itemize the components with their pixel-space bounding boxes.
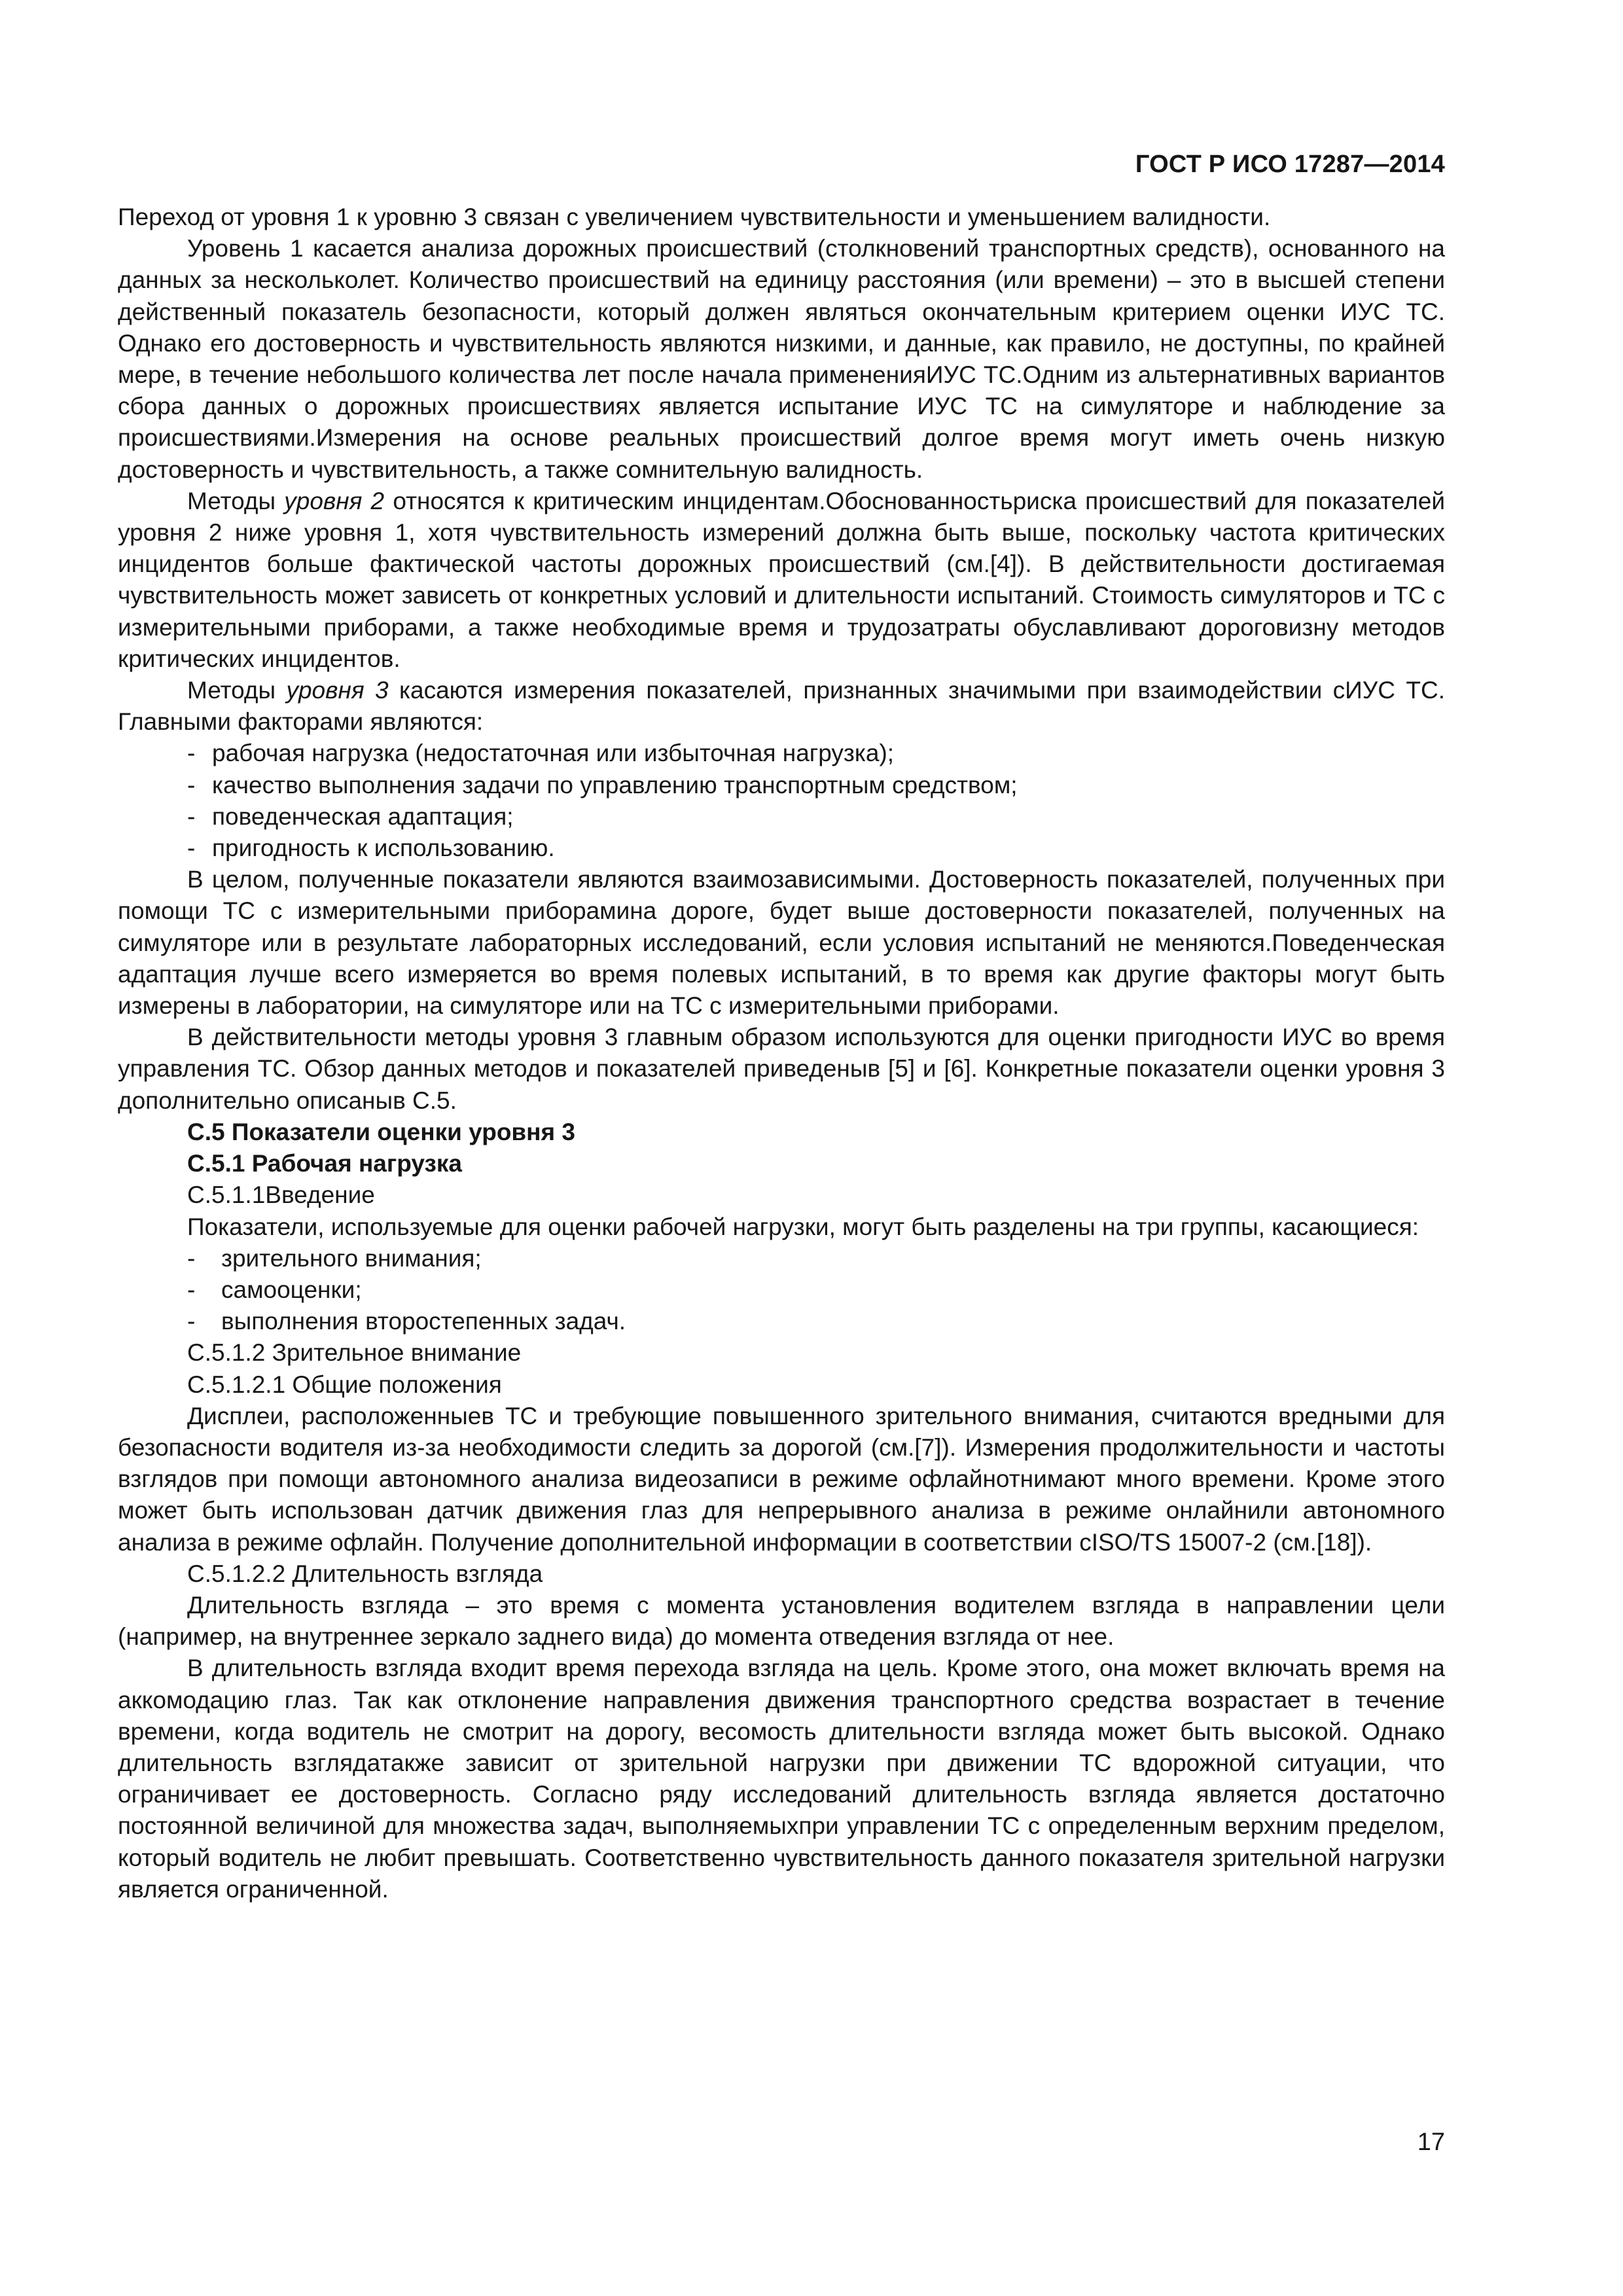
list-item-text: качество выполнения задачи по управлению транспортным средством; [212,771,1018,798]
emphasis-text: уровня 3 [286,677,389,704]
paragraph [118,486,1445,675]
section-heading: С.5.1 Рабочая нагрузка [187,1150,462,1177]
paragraph: Уровень 1 касается анализа дорожных происшествий (столкновений транспортных средств), основанного на данных за нескольколет. Количество происшествий на единицу расстояния (или времени) – это в высшей степени действенный показатель безопасности, который должен являться окончательным критерием оценки ИУС ТС. Однако его достоверность и чувствительность являются низкими, и данные, как правило, не доступны, по крайней мере, в течение небольшого количества лет после начала примененияИУС ТС.Одним из альтернативных вариантов сбора данных о дорожных происшествиях является испытание ИУС ТС на симуляторе и наблюдение за происшествиями.Измерения на основе реальных происшествий долгое время могут иметь очень низкую достоверность и чувствительность, а также сомнительную валидность. [118,235,1445,483]
list-dash: - [187,1308,196,1335]
list-item-text: зрительного внимания; [221,1244,482,1272]
list-dash: - [187,834,196,862]
document-body [118,202,1445,1905]
paragraph [118,675,1445,738]
list-item [118,1274,1445,1306]
document-header: ГОСТ Р ИСО 17287—2014 [1135,151,1445,178]
paragraph: В длительность взгляда входит время перехода взгляда на цель. Кроме этого, она может включать время на аккомодацию глаз. Так как отклонение направления движения транспортного средства возрастает в течение времени, когда водитель не смотрит на дорогу, весомость длительности взгляда может быть высокой. Однако длительность взглядатакже зависит от зрительной нагрузки при движении ТС вдорожной ситуации, что ограничивает ее достоверность. Согласно ряду исследований длительность взгляда является достаточно постоянной величиной для множества задач, выполняемыхпри управлении ТС с определенным верхним пределом, который водитель не любит превышать. Соответственно чувствительность данного показателя зрительной нагрузки является ограниченной. [118,1655,1445,1903]
paragraph: В целом, полученные показатели являются взаимозависимыми. Достоверность показателей, полученных при помощи ТС с измерительными приборамина дороге, будет выше достоверности показателей, полученных на симуляторе или в результате лабораторных исследований, если условия испытаний не меняются.Поведенческая адаптация лучше всего измеряется во время полевых испытаний, в то время как другие факторы могут быть измерены в лаборатории, на симуляторе или на ТС с измерительными приборами. [118,866,1445,1020]
paragraph-text: Методы [187,487,285,514]
emphasis-text: уровня 2 [284,487,385,514]
subsection-heading: С.5.1.2 Зрительное внимание [187,1339,522,1367]
list-dash: - [187,802,196,830]
paragraph-text: Методы [187,677,287,704]
list-item [118,770,1445,801]
paragraph-text: относятся к критическим инцидентам.Обоснованностьриска происшествий для показателей уровня 2 ниже уровня 1, хотя чувствительность измерений должна быть выше, поскольку частота критических инцидентов больше фактической частоты дорожных происшествий (см.[4]). В действительности достигаемая чувствительность может зависеть от конкретных условий и длительности испытаний. Стоимость симуляторов и ТС с измерительными приборами, а также необходимые время и трудозатраты обуславливают дороговизну методов критических инцидентов. [118,487,1445,672]
subsection-heading: С.5.1.2.2 Длительность взгляда [187,1560,543,1587]
subsection-heading: С.5.1.1Введение [187,1181,375,1209]
page-number: 17 [1417,2128,1445,2156]
paragraph: Переход от уровня 1 к уровню 3 связан с увеличением чувствительности и уменьшением валидности. [118,204,1271,230]
list-item [118,801,1445,833]
list-dash: - [187,740,196,767]
list-item [118,1306,1445,1337]
list-dash: - [187,1276,196,1303]
subsection-heading: С.5.1.2.1 Общие положения [187,1371,502,1398]
section-heading: С.5 Показатели оценки уровня 3 [187,1118,575,1145]
list-item-text: выполнения второстепенных задач. [221,1308,626,1335]
paragraph: Длительность взгляда – это время с момента установления водителем взгляда в направлении цели (например, на внутреннее зеркало заднего вида) до момента отведения взгляда от нее. [118,1591,1445,1651]
list-item [118,833,1445,864]
list-item-text: поведенческая адаптация; [212,802,514,830]
list-item [118,1243,1445,1274]
paragraph: Дисплеи, расположенныев ТС и требующие повышенного зрительного внимания, считаются вредными для безопасности водителя из-за необходимости следить за дорогой (см.[7]). Измерения продолжительности и частоты взглядов при помощи автономного анализа видеозаписи в режиме офлайнотнимают много времени. Кроме этого может быть использован датчик движения глаз для непрерывного анализа в режиме онлайнили автономного анализа в режиме офлайн. Получение дополнительной информации в соответствии сISO/TS 15007-2 (см.[18]). [118,1402,1445,1556]
list-dash: - [187,1244,196,1272]
list-item-text: самооценки; [221,1276,362,1303]
list-item [118,738,1445,769]
list-dash: - [187,771,196,798]
list-item-text: рабочая нагрузка (недостаточная или избыточная нагрузка); [212,740,895,767]
paragraph-text: касаются измерения показателей, признанных значимыми при взаимодействии сИУС ТС. Главными факторами являются: [118,677,1445,736]
paragraph: Показатели, используемые для оценки рабочей нагрузки, могут быть разделены на три группы, касающиеся: [187,1213,1419,1240]
paragraph: В действительности методы уровня 3 главным образом используются для оценки пригодности ИУС во время управления ТС. Обзор данных методов и показателей приведеныв [5] и [6]. Конкретные показатели оценки уровня 3 дополнительно описаныв С.5. [118,1024,1445,1114]
list-item-text: пригодность к использованию. [212,834,555,862]
